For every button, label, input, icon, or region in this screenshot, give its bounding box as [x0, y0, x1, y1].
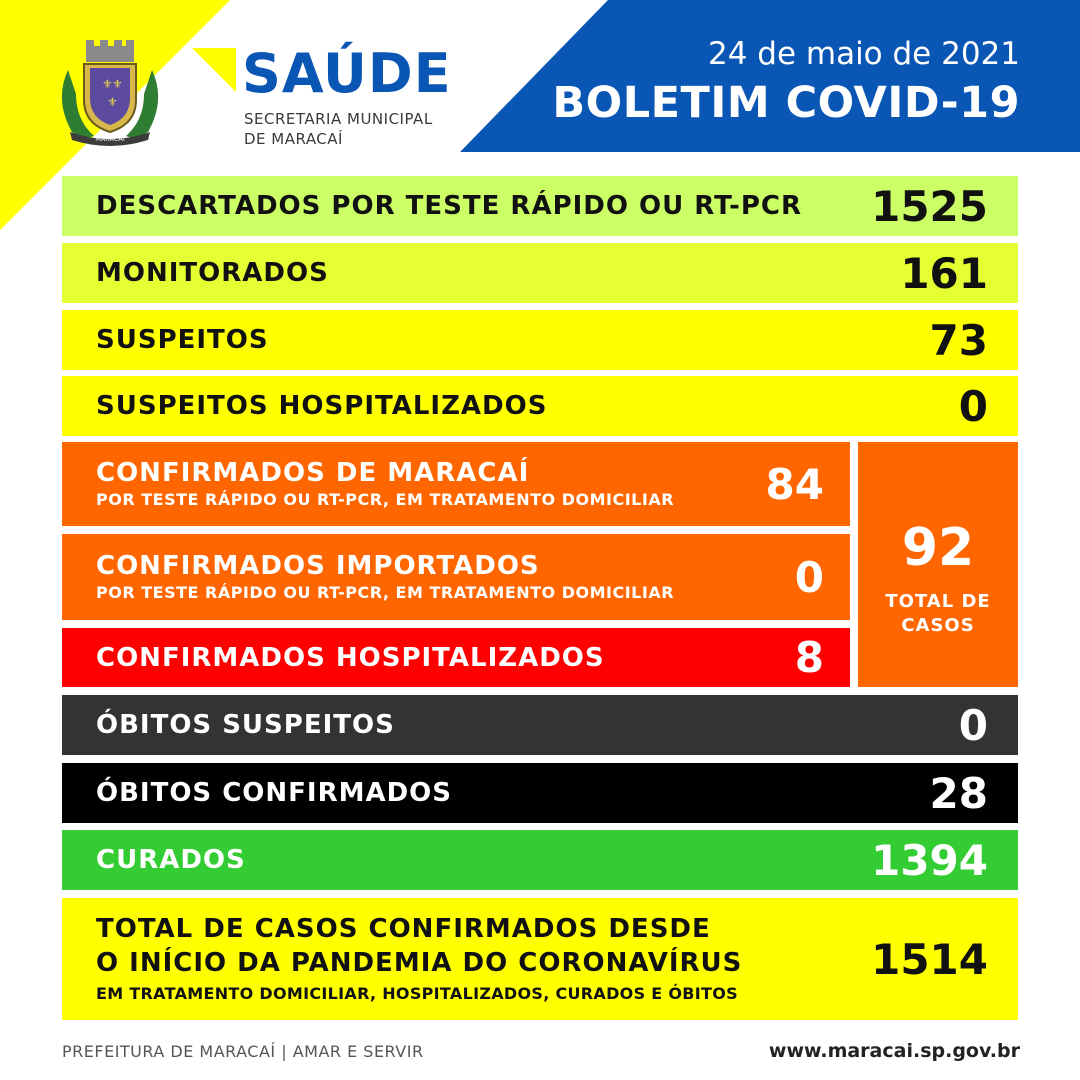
row-value: 1525 [871, 181, 988, 231]
row-obitos-suspeitos [62, 695, 1018, 755]
footer-slogan: PREFEITURA DE MARACAÍ | AMAR E SERVIR [62, 1042, 424, 1061]
total-cases-value: 92 [901, 518, 975, 578]
row-label: CURADOS [96, 845, 246, 875]
row-value: 161 [900, 248, 988, 298]
row-label: SUSPEITOS [96, 325, 269, 355]
crest-ribbon-text: MARACAÍ [95, 135, 125, 143]
bulletin-date: 24 de maio de 2021 [707, 36, 1020, 72]
total-pandemia-value: 1514 [871, 934, 988, 984]
brand-title: SAÚDE [242, 42, 452, 105]
row-label: ÓBITOS SUSPEITOS [96, 710, 395, 740]
row-label: CONFIRMADOS IMPORTADOS [96, 551, 540, 581]
header-banner [460, 0, 1080, 152]
row-confirmados-hospitalizados [62, 628, 850, 687]
row-value: 84 [765, 459, 824, 509]
footer-website-link[interactable]: www.maracai.sp.gov.br [768, 1040, 1020, 1062]
row-label: ÓBITOS CONFIRMADOS [96, 778, 453, 808]
row-value: 8 [794, 633, 824, 682]
total-pandemia-line1: TOTAL DE CASOS CONFIRMADOS DESDE [96, 914, 711, 944]
row-label: MONITORADOS [96, 258, 329, 288]
row-note: POR TESTE RÁPIDO OU RT-PCR, EM TRATAMENTO DOMICILIAR [96, 583, 675, 602]
svg-text:⚜: ⚜ [112, 77, 123, 91]
row-confirmados-maracai [62, 442, 850, 526]
coat-of-arms-icon [50, 40, 170, 148]
row-curados [62, 830, 1018, 890]
row-descartados [62, 176, 1018, 236]
row-label: CONFIRMADOS HOSPITALIZADOS [96, 642, 605, 673]
row-value: 0 [794, 552, 824, 602]
total-cases-caption-line2: CASOS [901, 615, 975, 636]
row-total-pandemia [62, 898, 1018, 1020]
brand-subtitle-line1: SECRETARIA MUNICIPAL [244, 110, 433, 128]
total-pandemia-line2: O INÍCIO DA PANDEMIA DO CORONAVÍRUS [96, 948, 743, 978]
brand-subtitle-line2: DE MARACAÍ [244, 130, 343, 148]
row-suspeitos [62, 310, 1018, 370]
svg-text:⚜: ⚜ [107, 95, 118, 109]
row-value: 73 [929, 315, 988, 365]
row-monitorados [62, 243, 1018, 303]
row-value: 0 [958, 700, 988, 750]
row-note: POR TESTE RÁPIDO OU RT-PCR, EM TRATAMENTO DOMICILIAR [96, 490, 675, 509]
total-cases-box [858, 442, 1018, 687]
row-label: SUSPEITOS HOSPITALIZADOS [96, 391, 548, 421]
bulletin-title: BOLETIM COVID-19 [552, 78, 1020, 128]
saude-logo-icon [192, 48, 236, 92]
total-pandemia-note: EM TRATAMENTO DOMICILIAR, HOSPITALIZADOS, CURADOS E ÓBITOS [96, 984, 738, 1003]
svg-text:⚜: ⚜ [102, 77, 113, 91]
total-cases-caption-line1: TOTAL DE [885, 591, 991, 612]
row-suspeitos-hospitalizados [62, 376, 1018, 436]
row-value: 28 [929, 768, 988, 818]
row-obitos-confirmados [62, 763, 1018, 823]
row-label: DESCARTADOS POR TESTE RÁPIDO OU RT-PCR [96, 191, 803, 221]
row-label: CONFIRMADOS DE MARACAÍ [96, 458, 530, 488]
row-confirmados-importados [62, 534, 850, 620]
row-value: 1394 [871, 835, 988, 885]
row-value: 0 [958, 381, 988, 431]
